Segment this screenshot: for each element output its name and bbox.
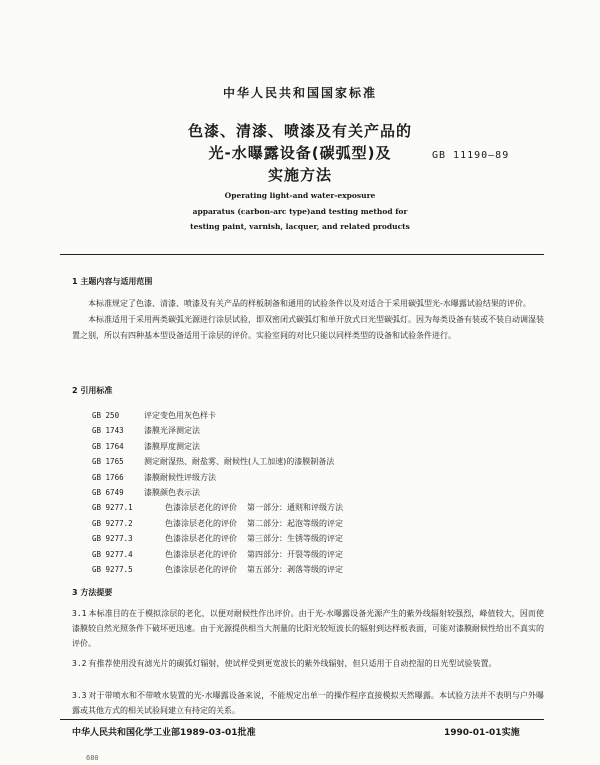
- list-item: [92, 408, 532, 423]
- ref-code: GB 1766: [92, 472, 124, 482]
- english-title-line-1: Operating light-and water-exposure: [224, 191, 376, 200]
- page-number: 680: [86, 754, 99, 762]
- clause-3-2: [72, 656, 544, 671]
- ref-part: 第三部分：生锈等级的评定: [247, 534, 343, 544]
- ref-title: 色漆涂层老化的评价: [165, 564, 237, 574]
- list-item: [92, 516, 532, 531]
- ref-code: GB 9277.3: [92, 534, 133, 544]
- section-1-paragraph-1: 本标准规定了色漆、清漆、喷漆及有关产品的样板制备和通用的试验条件以及对适合于采用碳弧型光-水曝露试验结果的评价。: [88, 299, 531, 308]
- section-2-heading: 2 引用标准: [72, 386, 113, 395]
- standard-title-line-3: 实施方法: [267, 166, 332, 184]
- ref-code: GB 250: [92, 411, 120, 420]
- list-item: [92, 500, 532, 515]
- list-item: [92, 454, 532, 469]
- ref-title: 漆膜颜色表示法: [144, 487, 200, 497]
- clause-3-3: [72, 688, 544, 718]
- ref-code: GB 1764: [92, 441, 124, 451]
- ref-title: 漆膜厚度测定法: [144, 441, 200, 451]
- standard-title-line-2: 光-水曝露设备(碳弧型)及: [208, 144, 392, 162]
- gb-standard-code: GB 11190—89: [432, 150, 510, 161]
- clause-3-1: [72, 606, 544, 651]
- section-1-body: [72, 296, 544, 344]
- ref-code: GB 1765: [92, 457, 124, 467]
- ref-title: 漆膜光泽测定法: [144, 426, 200, 436]
- english-title-line-3: testing paint, varnish, lacquer, and related products: [190, 222, 410, 231]
- english-title-line-2: apparatus (carbon-arc type)and testing method for: [192, 207, 408, 216]
- ref-code: GB 9277.5: [92, 564, 133, 574]
- approval-statement: 中华人民共和国化学工业部1989-03-01批准: [72, 728, 256, 738]
- implementation-date: 1990-01-01实施: [444, 728, 520, 738]
- standard-title-line-1: 色漆、清漆、喷漆及有关产品的: [187, 122, 412, 140]
- clause-number: 3.1: [72, 609, 87, 618]
- header-divider: [60, 254, 544, 255]
- ref-part: 第二部分：起泡等级的评定: [247, 518, 343, 528]
- section-1-heading: 1 主题内容与适用范围: [72, 277, 153, 286]
- clause-number: 3.2: [72, 659, 87, 668]
- clause-text: 对于带喷水和不带喷水装置的光-水曝露设备来说，不能规定出单一的操作程序直接模拟天然曝露。本试验方法并不表明与户外曝露或其他方式的相关试验间建立有持定的关系。: [72, 691, 544, 715]
- ref-title: 漆膜耐候性评级方法: [144, 472, 216, 482]
- ref-code: GB 1743: [92, 426, 124, 436]
- list-item: [92, 423, 532, 438]
- ref-title: 测定耐湿热、耐盐雾、耐候性(人工加速)的漆膜制备法: [144, 457, 335, 467]
- ref-title: 色漆涂层老化的评价: [165, 503, 237, 513]
- list-item: [92, 547, 532, 562]
- ref-code: GB 9277.1: [92, 503, 133, 513]
- clause-text: 有推荐使用没有滤光片的碳弧灯辐射，使试样受到更宽波长的紫外线辐射，但只适用于自动控湿的日光型试验装置。: [88, 659, 497, 668]
- ref-part: 第四部分：开裂等级的评定: [247, 549, 343, 559]
- clause-text: 本标准目的在于模拟涂层的老化，以便对耐候性作出评价。由于光-水曝露设备光源产生的紫外线辐射较强烈，峰值较大，因而使漆膜较自然光照条件下破坏更迅速。由于光源提供相当大剂量的比阳光较短波长的辐射到达样板表面，可能对漆膜耐候性给出不真实的评价。: [72, 609, 544, 648]
- list-item: [92, 470, 532, 485]
- ref-title: 评定变色用灰色样卡: [144, 411, 216, 420]
- list-item: [92, 531, 532, 546]
- clause-number: 3.3: [72, 691, 87, 700]
- list-item: [92, 485, 532, 500]
- ref-code: GB 9277.2: [92, 518, 133, 528]
- national-standard-heading: 中华人民共和国国家标准: [222, 86, 377, 100]
- ref-code: GB 9277.4: [92, 549, 133, 559]
- list-item: [92, 439, 532, 454]
- ref-title: 色漆涂层老化的评价: [165, 534, 237, 544]
- list-item: [92, 562, 532, 577]
- ref-code: GB 6749: [92, 487, 124, 497]
- footer-divider: [60, 719, 544, 720]
- ref-title: 色漆涂层老化的评价: [165, 518, 237, 528]
- ref-title: 色漆涂层老化的评价: [165, 549, 237, 559]
- section-1-paragraph-2: 本标准适用于采用两类碳弧光源进行涂层试验，即双密闭式碳弧灯和单开放式日光型碳弧灯。因为每类设备有装或不装自动调湿装置之别，所以有四种基本型设备适用于涂层的评价。实验室间的对比只能以同样类型的设备和试验条件进行。: [72, 315, 544, 340]
- ref-part: 第五部分：剥落等级的评定: [247, 564, 343, 574]
- referenced-standards-list: [92, 408, 532, 577]
- section-3-heading: 3 方法提要: [72, 588, 113, 597]
- ref-part: 第一部分：通则和评级方法: [247, 503, 343, 513]
